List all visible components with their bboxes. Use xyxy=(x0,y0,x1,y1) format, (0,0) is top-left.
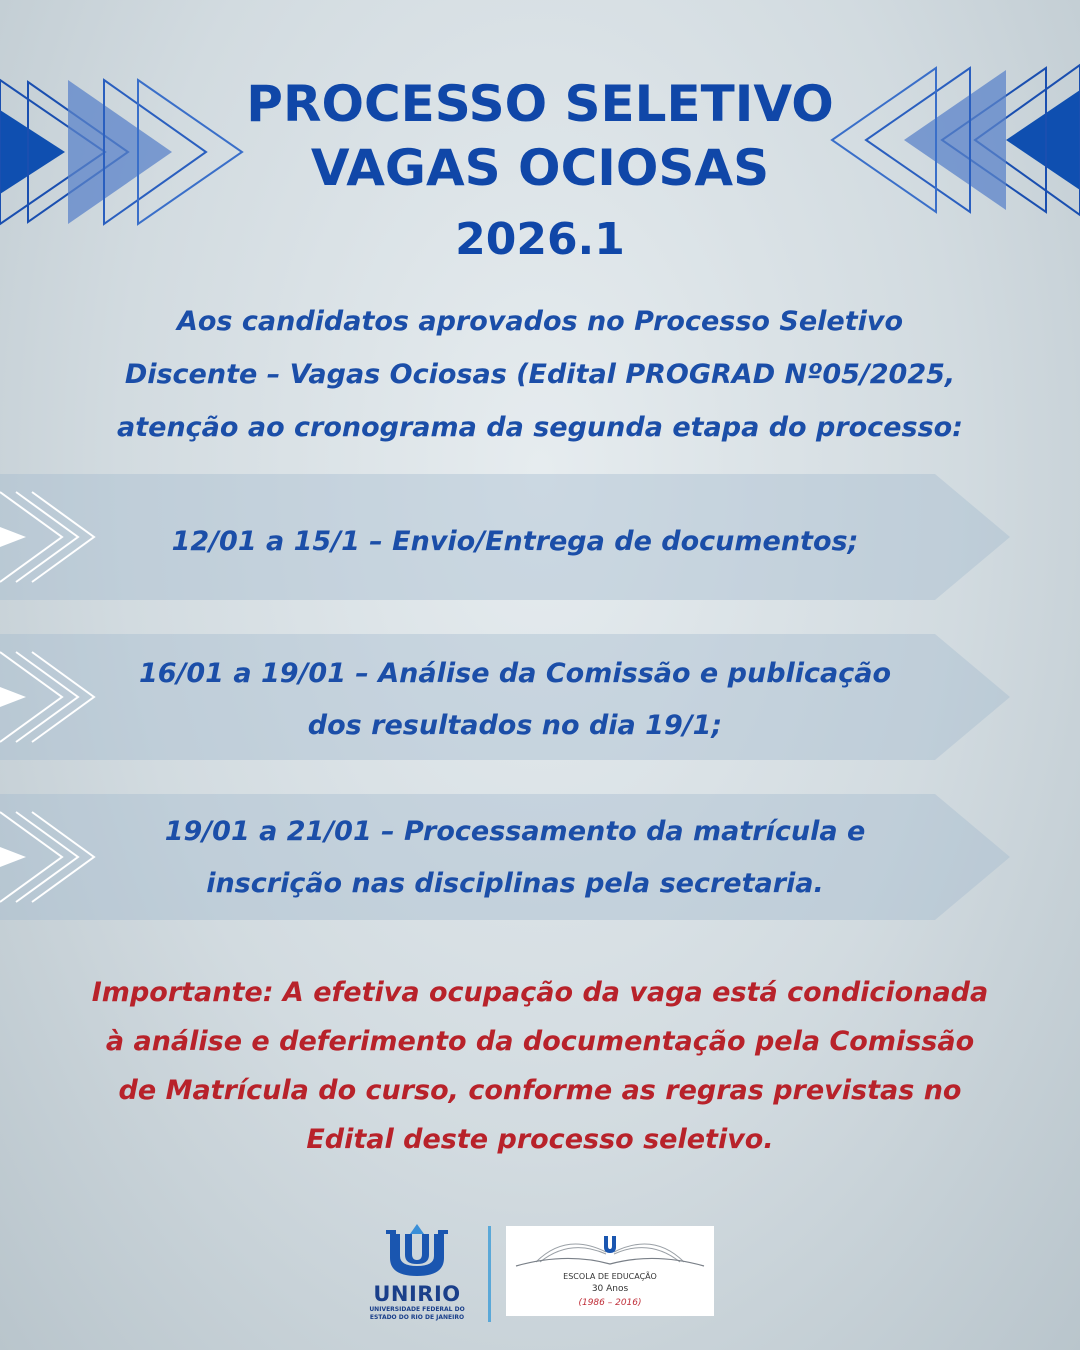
intro-line: atenção ao cronograma da segunda etapa do processo: xyxy=(117,412,963,443)
notice-line: de Matrícula do curso, conforme as regras previstas no xyxy=(118,1075,962,1106)
unirio-emblem-icon xyxy=(362,1222,472,1282)
intro-line: Discente – Vagas Ociosas (Edital PROGRAD Nº05/2025, xyxy=(124,359,956,390)
schedule-line: dos resultados no dia 19/1; xyxy=(307,710,723,741)
schedule-line: 12/01 a 15/1 – Envio/Entrega de documentos; xyxy=(171,526,859,557)
intro-line: Aos candidatos aprovados no Processo Seletivo xyxy=(176,306,904,337)
page-title-line2: VAGAS OCIOSAS xyxy=(310,139,770,197)
open-book-icon xyxy=(506,1226,714,1272)
escola-educacao-logo xyxy=(506,1226,714,1316)
unirio-subtitle xyxy=(362,1306,472,1322)
schedule-line: 19/01 a 21/01 – Processamento da matrícula e xyxy=(164,816,866,847)
unirio-subtitle-line: UNIVERSIDADE FEDERAL DO xyxy=(369,1306,465,1313)
schedule-line: inscrição nas disciplinas pela secretaria. xyxy=(206,868,824,899)
notice-line: à análise e deferimento da documentação pela Comissão xyxy=(105,1026,975,1057)
important-notice xyxy=(30,968,1050,1164)
logo-divider xyxy=(488,1226,491,1322)
unirio-subtitle-line: ESTADO DO RIO DE JANEIRO xyxy=(369,1314,465,1321)
schedule-item-3 xyxy=(60,806,970,910)
notice-line: Edital deste processo seletivo. xyxy=(306,1124,774,1155)
schedule-item-2 xyxy=(60,648,970,752)
unirio-logo xyxy=(362,1222,472,1328)
notice-line: Importante: A efetiva ocupação da vaga está condicionada xyxy=(91,977,989,1008)
escola-year-range: (1986 – 2016) xyxy=(578,1298,642,1308)
schedule-item-1 xyxy=(60,516,970,568)
escola-years: 30 Anos xyxy=(591,1284,629,1294)
unirio-name: UNIRIO xyxy=(373,1282,461,1306)
schedule-line: 16/01 a 19/01 – Análise da Comissão e publicação xyxy=(138,658,892,689)
intro-text xyxy=(40,295,1040,454)
period-label: 2026.1 xyxy=(455,214,625,265)
escola-name: ESCOLA DE EDUCAÇÃO xyxy=(563,1272,657,1281)
page-title-line1: PROCESSO SELETIVO xyxy=(246,75,834,133)
